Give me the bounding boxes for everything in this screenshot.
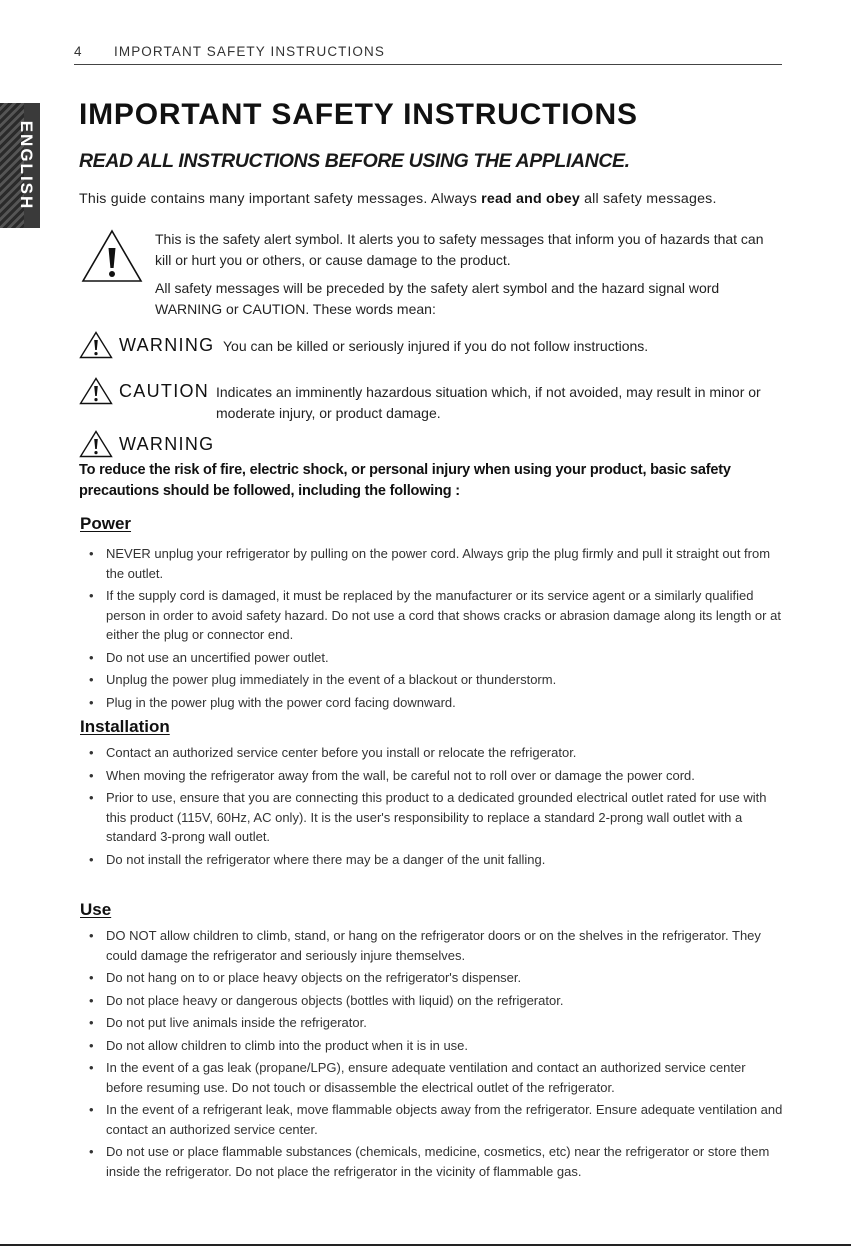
list-item — [86, 586, 786, 645]
running-title: IMPORTANT SAFETY INSTRUCTIONS — [114, 44, 385, 59]
section-heading-power: Power — [80, 514, 132, 533]
bullet-icon: • — [89, 1015, 94, 1030]
bullet-icon: • — [89, 1102, 94, 1117]
list-item-text: Plug in the power plug with the power cord facing downward. — [106, 694, 456, 710]
list-item — [86, 968, 786, 988]
list-item — [86, 1036, 786, 1056]
list-item — [86, 766, 786, 786]
section-heading-use: Use — [80, 900, 112, 919]
caution-alert-icon — [79, 377, 113, 405]
caution-signal-word: CAUTION — [119, 381, 210, 401]
list-item-text: Unplug the power plug immediately in the event of a blackout or thunderstorm. — [106, 672, 557, 687]
list-item-text: When moving the refrigerator away from the wall, be careful not to roll over or damage the power cord. — [106, 767, 695, 783]
list-item — [86, 544, 786, 583]
list-item — [86, 850, 786, 870]
list-item-text: Do not use or place flammable substances (chemicals, medicine, cosmetics, etc) near the refrigerator or store them inside the refrigerator. Do not place the refrigerator in the vicinity of flammable gas. — [106, 1144, 770, 1179]
list-item-text: Prior to use, ensure that you are connecting this product to a dedicated grounded electrical outlet rated for use with this product (115V, 60Hz, AC only). It is the user's responsibility to replace a standard 2-prong wall outlet with a standard 3-prong wall outlet. — [106, 790, 767, 844]
bullet-icon: • — [89, 694, 94, 710]
footer-rule — [0, 1244, 851, 1246]
list-item-text: In the event of a gas leak (propane/LPG), ensure adequate ventilation and contact an authorized service center before resuming use. Do not touch or disassemble the electrical outlet of the refrigerator. — [106, 1060, 746, 1095]
list-item — [86, 670, 786, 690]
list-item-text: Do not put live animals inside the refrigerator. — [106, 1015, 367, 1030]
list-item — [86, 743, 786, 763]
signal-warning — [79, 331, 219, 361]
language-tab — [0, 103, 40, 228]
bullet-icon: • — [89, 1144, 94, 1159]
bullet-icon: • — [89, 970, 94, 985]
use-list — [86, 926, 786, 1184]
list-item-text: Do not install the refrigerator where there may be a danger of the unit falling. — [106, 851, 546, 867]
bullet-icon: • — [89, 767, 94, 783]
list-item — [86, 1100, 786, 1139]
list-item-text: Do not allow children to climb into the product when it is in use. — [106, 1037, 469, 1053]
bullet-icon: • — [89, 928, 94, 943]
section-heading-installation: Installation — [80, 717, 170, 736]
bullet-icon: • — [89, 851, 94, 867]
list-item-text: DO NOT allow children to climb, stand, or hang on the refrigerator doors or on the shelves in the refrigerator. They could damage the refrigerator and seriously injure themselves. — [106, 928, 761, 963]
list-item — [86, 926, 786, 965]
warning-block-alert-icon — [79, 430, 113, 458]
list-item-text: Do not hang on to or place heavy objects on the refrigerator's dispenser. — [106, 970, 522, 985]
warning-signal-word: WARNING — [119, 335, 215, 355]
intro-text-after: all safety messages. — [579, 191, 717, 207]
list-item — [86, 1013, 786, 1033]
bullet-icon: • — [89, 992, 94, 1008]
alert-signal-description: All safety messages will be preceded by the safety alert symbol and the hazard signal word WARNING or CAUTION. These words mean: — [155, 280, 720, 317]
bullet-icon: • — [89, 588, 94, 603]
alert-symbol-description: This is the safety alert symbol. It alerts you to safety messages that inform you of hazards that can kill or hurt you or others, or cause damage to the product. — [155, 231, 764, 268]
bullet-icon: • — [89, 672, 94, 687]
intro-text-before: This guide contains many important safety messages. Always — [79, 191, 482, 207]
list-item-text: In the event of a refrigerant leak, move flammable objects away from the refrigerator. Ensure adequate ventilation and contact an authorized service center. — [106, 1102, 783, 1137]
warning-block-heading — [79, 430, 279, 460]
running-header — [74, 44, 782, 65]
intro-emphasis: read and obey — [481, 191, 580, 207]
warning-definition: You can be killed or seriously injured if you do not follow instructions. — [223, 338, 649, 354]
list-item-text: Do not use an uncertified power outlet. — [106, 649, 329, 665]
caution-definition: Indicates an imminently hazardous situation which, if not avoided, may result in minor or moderate injury, or product damage. — [216, 384, 761, 421]
warning-lead-text: To reduce the risk of fire, electric shock, or personal injury when using your product, basic safety precautions should be followed, including the following : — [79, 462, 731, 499]
warning-block-word: WARNING — [119, 434, 215, 454]
bullet-icon: • — [89, 745, 94, 760]
bullet-icon: • — [89, 546, 94, 561]
list-item — [86, 991, 786, 1011]
safety-alert-symbol-icon — [80, 228, 144, 284]
list-item — [86, 693, 786, 713]
bullet-icon: • — [89, 790, 94, 805]
list-item-text: Contact an authorized service center before you install or relocate the refrigerator. — [106, 745, 577, 760]
warning-alert-icon — [79, 331, 113, 359]
power-list — [86, 544, 786, 715]
list-item — [86, 788, 786, 847]
bullet-icon: • — [89, 649, 94, 665]
intro-paragraph — [79, 191, 717, 207]
bullet-icon: • — [89, 1060, 94, 1075]
page-subtitle: READ ALL INSTRUCTIONS BEFORE USING THE APPLIANCE. — [79, 150, 630, 172]
page-number: 4 — [74, 44, 83, 59]
list-item — [86, 1142, 786, 1181]
list-item-text: If the supply cord is damaged, it must be replaced by the manufacturer or its service agent or a similarly qualified person in order to avoid safety hazard. Do not use a cord that shows cracks or abrasion damage along its length or at either the plug or connector end. — [106, 588, 781, 642]
installation-list — [86, 743, 786, 872]
list-item-text: Do not place heavy or dangerous objects (bottles with liquid) on the refrigerator. — [106, 992, 564, 1008]
page-title: IMPORTANT SAFETY INSTRUCTIONS — [79, 98, 638, 131]
language-tab-label: ENGLISH — [17, 120, 36, 211]
list-item-text: NEVER unplug your refrigerator by pulling on the power cord. Always grip the plug firmly and pull it straight out from the outlet. — [106, 546, 771, 581]
signal-caution — [79, 377, 219, 407]
list-item — [86, 1058, 786, 1097]
bullet-icon: • — [89, 1037, 94, 1053]
list-item — [86, 648, 786, 668]
